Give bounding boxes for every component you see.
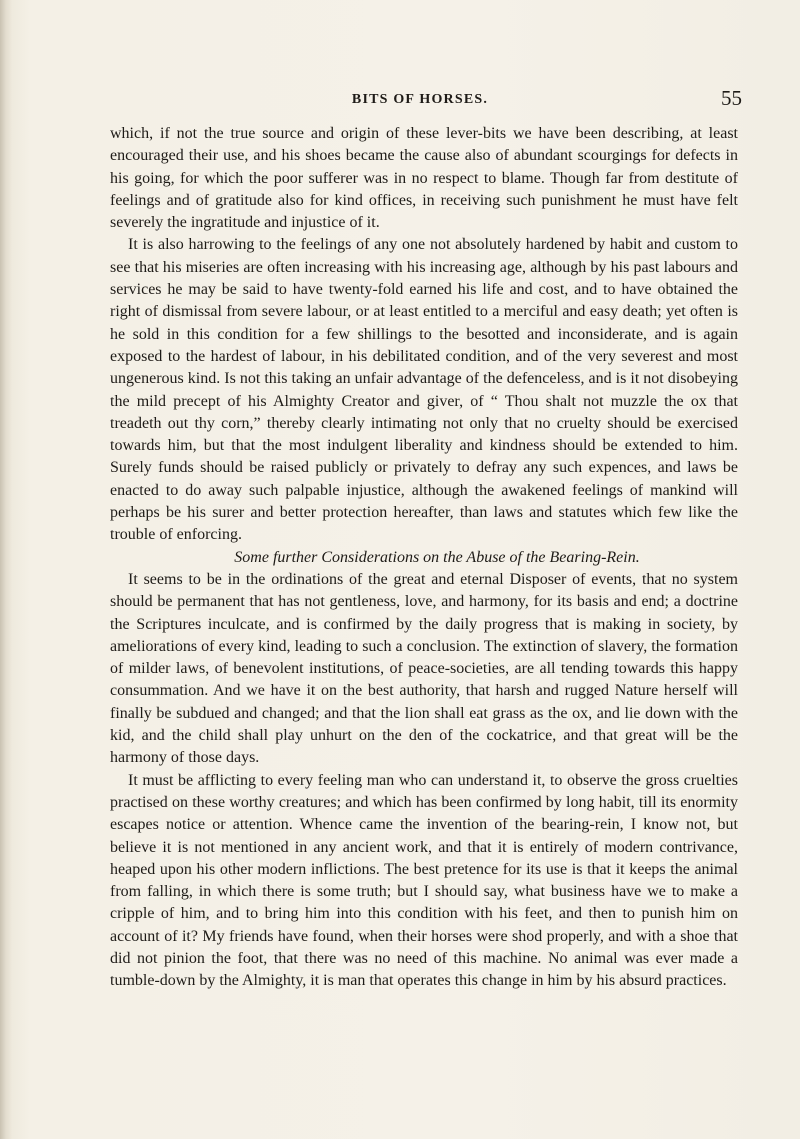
body-text [110,123,738,993]
page-header [0,86,800,116]
paragraph: It seems to be in the ordinations of the great and eternal Disposer of events, that no system should be permanent that has not gentleness, love, and harmony, for its basis and end; a doctrine the Scriptures inculcate, and is confirmed by the daily progress that is making in society, by ameliorations of every kind, leading to such a conclusion. The extinction of slavery, the formation of milder laws, of benevolent institutions, of peace-societies, are all tending towards this happy consummation. And we have it on the best authority, that harsh and rugged Nature herself will finally be subdued and changed; and that the lion shall eat grass as the ox, and lie down with the kid, and the child shall play unhurt on the den of the cockatrice, and that great will be the harmony of those days. [110,570,738,767]
paragraph: It is also harrowing to the feelings of any one not absolutely hardened by habit and custom to see that his miseries are often increasing with his increasing age, although by his past labours and services he may be said to have twenty-fold earned his life and cost, and to have obtained the right of dismissal from severe labour, or at least entitled to a merciful and easy death; yet often is he sold in this condition for a few shillings to the besotted and inconsiderate, and is again exposed to the hardest of labour, in his debilitated condition, and of the very severest and most ungenerous kind. Is not this taking an unfair advantage of the defenceless, and is it not disobeying the mild precept of his Almighty Creator and giver, of “ Thou shalt not muzzle the ox that treadeth out thy corn,” thereby clearly intimating not only that no cruelty should be exercised towards him, but that the most indulgent liberality and kindness should be extended to him. Surely funds should be raised publicly or privately to defray any such expences, and laws be enacted to do away such palpable injustice, although the awakened feelings of mankind will perhaps be his surer and better protection hereafter, than laws and statutes which few like the trouble of enforcing. [110,236,738,544]
paragraph-continued: which, if not the true source and origin of these lever-bits we have been describing, at least encouraged their use, and his shoes became the cause also of abundant scourgings for defects in his going, for which the poor sufferer was in no respect to blame. Though far from destitute of feelings and of gratitude also for kind offices, in receiving such punishment he must have felt severely the ingratitude and injustice of it. [110,125,738,232]
page-number: 55 [721,86,742,110]
page-gutter-shadow [0,0,12,1139]
running-title: BITS OF HORSES. [351,92,489,107]
paragraph: It must be afflicting to every feeling man who can understand it, to observe the gross cruelties practised on these worthy creatures; and which has been confirmed by long habit, till its enormity escapes notice or attention. Whence came the invention of the bearing-rein, I know not, but believe it is not mentioned in any ancient work, and that it is entirely of modern contrivance, heaped upon his other modern inflictions. The best pretence for its use is that it keeps the animal from falling, in which there is some truth; but I should say, what business have we to make a cripple of him, and to bring him into this condition with his feet, and then to punish him on account of it? My friends have found, when their horses were shod properly, and with a shoe that did not pinion the foot, that there was no need of this machine. No animal was ever made a tumble-down by the Almighty, it is man that operates this change in him by his absurd practices. [110,771,738,990]
section-heading: Some further Considerations on the Abuse of the Bearing-Rein. [234,548,640,566]
